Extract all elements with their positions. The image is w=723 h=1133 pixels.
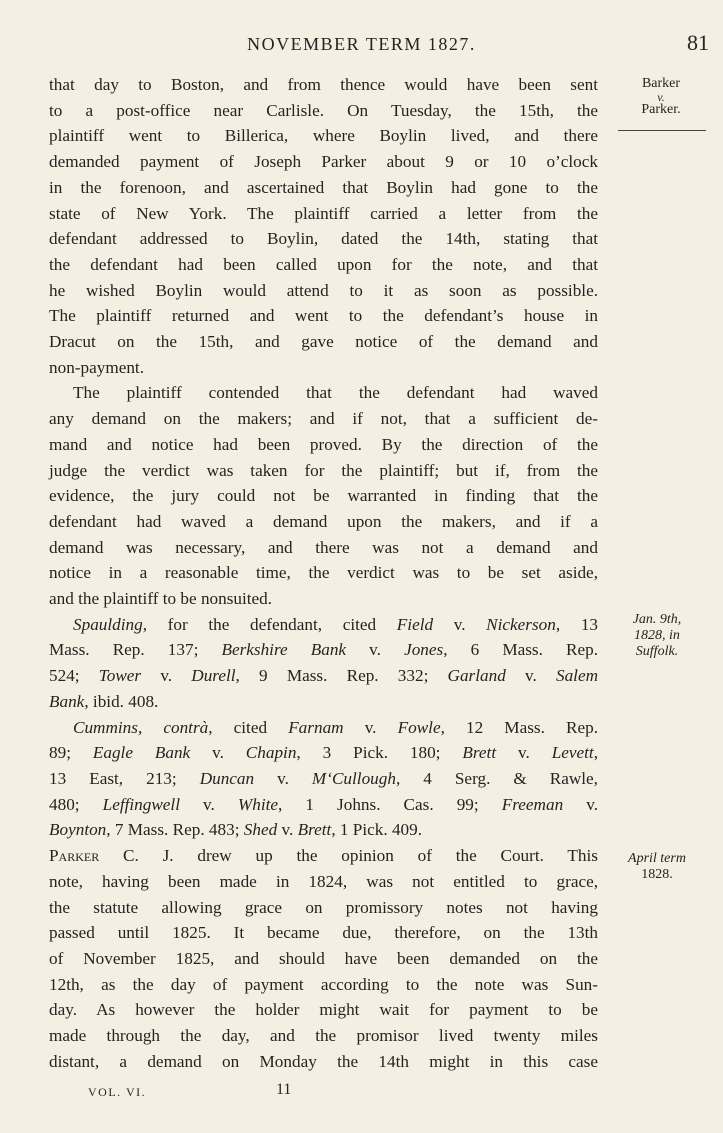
case-party: Shed [243,820,278,840]
text-run: v. [190,743,246,763]
case-party: Garland [447,666,506,686]
text-run: , 13 [555,614,599,634]
case-party: Leffingwell [102,794,180,814]
text-run: , [593,743,598,763]
margin-rule [618,130,706,131]
text-line: to a post-office near Carlisle. On Tuesday, the 15th, the [49,100,598,120]
case-party: Boynton [49,820,107,840]
volume-label: VOL. VI. [88,1085,147,1099]
text-run: , 12 Mass. Rep. [440,717,598,737]
case-party: Field [396,614,434,634]
margin-date-2: 1828, in [634,628,680,643]
text-line: non-payment. [49,357,144,377]
opinion-first-line [49,843,598,869]
text-line: 12th, as the day of payment according to the note was Sun- [49,974,598,994]
text-run: v. [277,820,298,840]
case-party: Fowle [397,717,441,737]
text-run: , 1 Pick. 409. [331,820,423,840]
text-run: , for the defendant, cited [142,614,397,634]
text-run: , ibid. 408. [84,691,159,711]
text-run: , 3 Pick. 180; [296,743,463,763]
text-run: , 1 Johns. Cas. 99; [278,794,502,814]
text-line: day. As however the holder might wait for payment to be [49,1000,598,1020]
case-party: White [237,794,278,814]
case-party: Jones [404,640,444,660]
judge-name: Parker [49,846,100,866]
case-party: Eagle Bank [92,743,191,763]
text-run: v. [563,794,599,814]
text-run: , cited [208,717,289,737]
margin-date-3: Suffolk. [635,644,679,659]
case-party: Durell [191,666,236,686]
text-line: mand and notice had been proved. By the direction of the [49,434,598,454]
margin-case-name [616,76,706,118]
text-run: , 7 Mass. Rep. 483; [106,820,244,840]
text-run: 89; [49,743,93,763]
text-line: state of New York. The plaintiff carried a letter from the [49,203,598,223]
citation-line [49,740,598,766]
text-run: v. [433,614,487,634]
margin-term-2: 1828. [641,867,673,882]
citation-line [49,612,598,638]
margin-date-note [612,612,702,660]
text-line: and the plaintiff to be nonsuited. [49,589,273,609]
text-line: The plaintiff contended that the defendant had waved [73,383,598,403]
margin-case-name-v: v. [657,90,665,104]
text-line: The plaintiff returned and went to the defendant’s house in [49,306,598,326]
text-run: 524; [49,666,99,686]
text-line: Dracut on the 15th, and gave notice of the demand and [49,332,598,352]
text-line: the defendant had been called upon for the note, and that [49,254,598,274]
text-line: of November 1825, and should have been demanded on the [49,948,598,968]
text-line: passed until 1825. It became due, therefore, on the 13th [49,923,598,943]
text-line: demand was necessary, and there was not a demand and [49,537,598,557]
citation-line [49,663,598,689]
text-line: made through the day, and the promisor lived twenty miles [49,1026,598,1046]
text-line: evidence, the jury could not be warranted in finding that the [49,486,598,506]
text-run: , 6 Mass. Rep. [443,640,598,660]
text-line: defendant had waved a demand upon the makers, and if a [49,511,598,531]
text-run: v. [346,640,405,660]
case-party: Berkshire Bank [221,640,347,660]
text-line: distant, a demand on Monday the 14th might in this case [49,1051,598,1071]
citation-line [49,766,598,792]
case-party: Tower [98,666,142,686]
text-run: v. [496,743,552,763]
case-party: Brett [297,820,332,840]
case-party: Farnam [288,717,344,737]
margin-case-name-2: Parker. [641,102,681,117]
margin-case-name-1: Barker [641,76,681,91]
case-party: Freeman [501,794,564,814]
text-line: demanded payment of Joseph Parker about 9 or 10 o’clock [49,152,598,172]
citation-line [49,689,598,715]
margin-term-note [612,851,702,883]
text-run: , 4 Serg. & Rawle, [395,768,598,788]
text-run: v. [343,717,398,737]
page-title: NOVEMBER TERM 1827. [247,34,476,54]
text-run: Mass. Rep. 137; [49,640,222,660]
citation-line [49,715,598,741]
text-run: v. [179,794,238,814]
text-line: any demand on the makers; and if not, that a sufficient de- [49,409,598,429]
text-run: v. [254,768,312,788]
body-text [49,72,598,1074]
case-party: Chapin [245,743,297,763]
text-run: , 9 Mass. Rep. 332; [235,666,448,686]
citation-line [49,817,598,843]
counsel-name: Spaulding [73,614,143,634]
text-run: C. J. drew up the opinion of the Court. This [99,846,598,866]
text-run: 480; [49,794,103,814]
counsel-name: Cummins, contrà [73,717,209,737]
case-party: Levett [551,743,594,763]
text-run: v. [141,666,192,686]
signature-mark: 11 [276,1081,292,1098]
text-run: v. [505,666,556,686]
case-party: Bank [49,691,85,711]
case-party: Salem [555,666,598,686]
case-party: Duncan [199,768,255,788]
case-party: Nickerson [486,614,556,634]
text-line: notice in a reasonable time, the verdict was to be set aside, [49,563,598,583]
citation-line [49,637,598,663]
case-party: M‘Cullough [311,768,396,788]
text-line: that day to Boston, and from thence would have been sent [49,75,598,94]
page-number: 81 [687,30,709,55]
case-party: Brett [462,743,497,763]
text-line: in the forenoon, and ascertained that Boylin had gone to the [49,177,598,197]
margin-date-1: Jan. 9th, [632,612,682,627]
text-line: judge the verdict was taken for the plaintiff; but if, from the [49,460,598,480]
text-line: the statute allowing grace on promissory notes not having [49,897,598,917]
text-line: defendant addressed to Boylin, dated the 14th, stating that [49,229,598,249]
text-line: he wished Boylin would attend to it as soon as possible. [49,280,598,300]
text-line: note, having been made in 1824, was not entitled to grace, [49,871,598,891]
citation-line [49,792,598,818]
margin-term-1: April term [628,851,686,866]
text-run: 13 East, 213; [49,768,200,788]
text-line: plaintiff went to Billerica, where Boylin lived, and there [49,126,598,146]
